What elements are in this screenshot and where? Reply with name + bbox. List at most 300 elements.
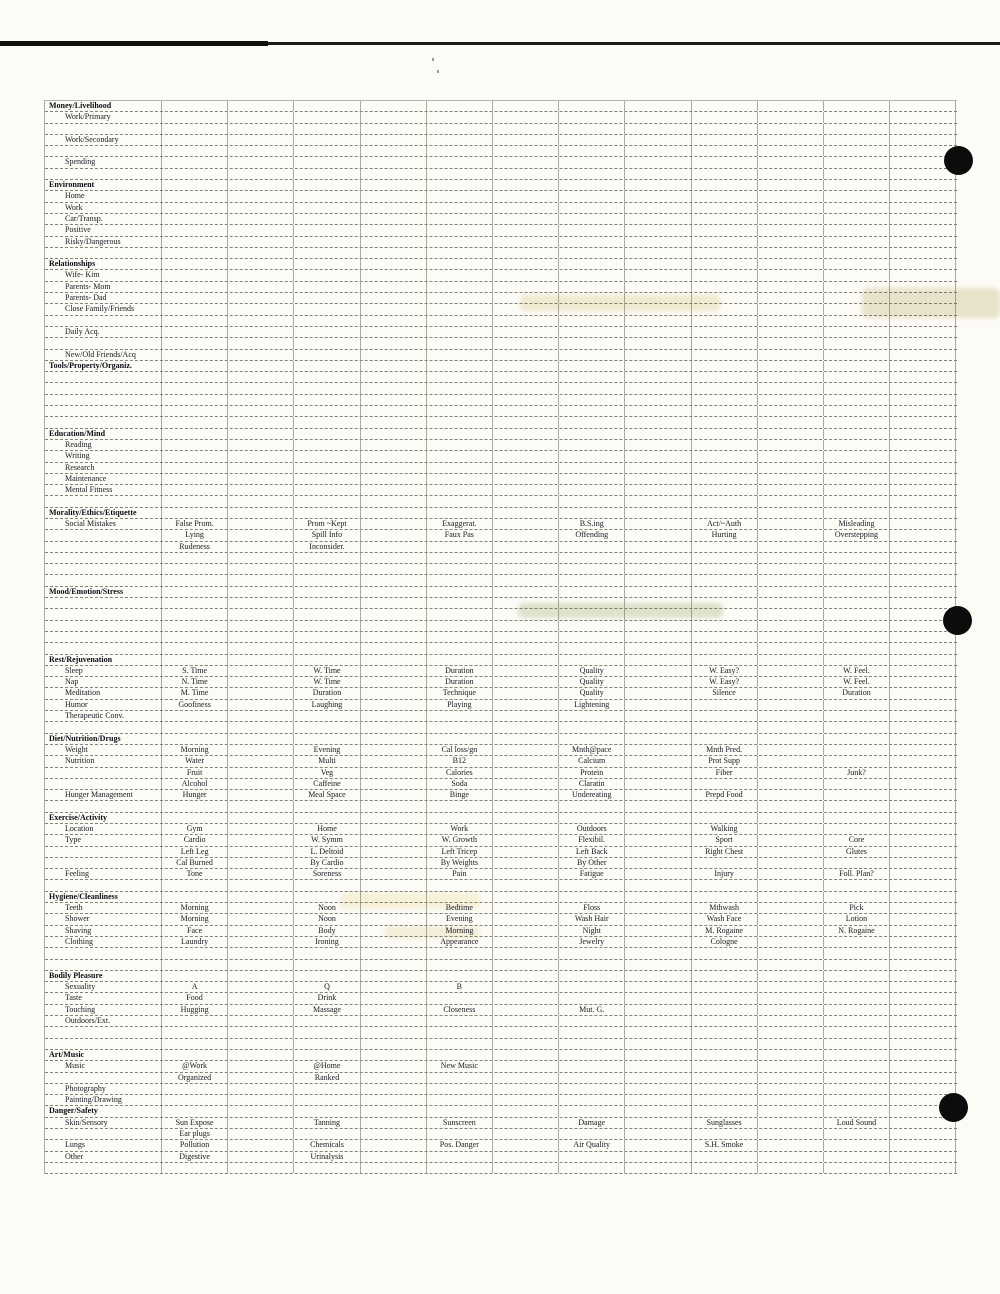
- data-cell: [228, 643, 294, 653]
- data-cell: [228, 451, 294, 461]
- data-cell: [493, 869, 559, 879]
- data-cell: [692, 982, 758, 992]
- data-cell: [692, 146, 758, 156]
- table-row: [45, 677, 957, 688]
- data-cell: [493, 214, 559, 224]
- data-cell: [559, 575, 625, 585]
- data-cell: [625, 180, 691, 190]
- data-cell: [692, 1039, 758, 1049]
- data-cell: [890, 327, 956, 337]
- data-cell: [361, 790, 427, 800]
- data-cell: [493, 282, 559, 292]
- data-cell: [559, 304, 625, 314]
- table-row: [45, 101, 957, 112]
- data-cell: [890, 553, 956, 563]
- table-row: [45, 914, 957, 925]
- data-cell: [625, 937, 691, 947]
- data-cell: [493, 564, 559, 574]
- data-cell: [493, 1073, 559, 1083]
- table-row: [45, 711, 957, 722]
- data-cell: [361, 824, 427, 834]
- data-cell: [427, 395, 493, 405]
- data-cell: [824, 1039, 890, 1049]
- data-cell: [890, 677, 956, 687]
- data-cell: [758, 157, 824, 167]
- data-cell: [162, 485, 228, 495]
- data-cell: L. Deltoid: [294, 847, 360, 857]
- data-cell: [228, 575, 294, 585]
- data-cell: [162, 474, 228, 484]
- data-cell: [625, 621, 691, 631]
- table-row: [45, 971, 957, 982]
- data-cell: [758, 485, 824, 495]
- data-cell: [162, 1050, 228, 1060]
- data-cell: [625, 1027, 691, 1037]
- data-cell: [758, 1118, 824, 1128]
- table-row: [45, 790, 957, 801]
- data-cell: [758, 971, 824, 981]
- data-cell: [890, 282, 956, 292]
- data-cell: [162, 146, 228, 156]
- row-label-cell: [45, 858, 162, 868]
- data-cell: [493, 429, 559, 439]
- table-row: [45, 214, 957, 225]
- data-cell: [692, 587, 758, 597]
- data-cell: [294, 169, 360, 179]
- data-cell: [890, 1005, 956, 1015]
- table-row: [45, 146, 957, 157]
- data-cell: Air Quality: [559, 1140, 625, 1150]
- table-row: [45, 903, 957, 914]
- data-cell: [625, 1118, 691, 1128]
- data-cell: [361, 417, 427, 427]
- data-cell: [294, 1039, 360, 1049]
- data-cell: [228, 496, 294, 506]
- data-cell: Exaggerat.: [427, 519, 493, 529]
- data-cell: [824, 157, 890, 167]
- data-cell: [692, 801, 758, 811]
- data-cell: [625, 575, 691, 585]
- data-cell: [625, 338, 691, 348]
- data-cell: [493, 338, 559, 348]
- data-cell: N. Rogaine: [824, 926, 890, 936]
- data-cell: [427, 564, 493, 574]
- data-cell: Q: [294, 982, 360, 992]
- data-cell: [692, 598, 758, 608]
- data-cell: [427, 1073, 493, 1083]
- data-cell: [559, 587, 625, 597]
- data-cell: Inconsider.: [294, 542, 360, 552]
- data-cell: [361, 1118, 427, 1128]
- data-cell: [361, 553, 427, 563]
- data-cell: [294, 463, 360, 473]
- data-cell: [493, 327, 559, 337]
- data-cell: Act/~Auth: [692, 519, 758, 529]
- data-cell: [824, 1140, 890, 1150]
- data-cell: [559, 463, 625, 473]
- data-cell: [361, 869, 427, 879]
- data-cell: [361, 542, 427, 552]
- data-cell: [625, 157, 691, 167]
- data-cell: [228, 948, 294, 958]
- data-cell: [890, 632, 956, 642]
- data-cell: [758, 993, 824, 1003]
- row-label-cell: [45, 598, 162, 608]
- data-cell: [758, 293, 824, 303]
- data-cell: [294, 553, 360, 563]
- data-cell: [427, 496, 493, 506]
- data-cell: [294, 1084, 360, 1094]
- data-cell: [559, 259, 625, 269]
- data-cell: [361, 248, 427, 258]
- data-cell: [162, 1016, 228, 1026]
- data-cell: [228, 553, 294, 563]
- data-cell: [361, 180, 427, 190]
- data-cell: [493, 270, 559, 280]
- data-cell: [162, 801, 228, 811]
- data-cell: [228, 395, 294, 405]
- table-row: [45, 575, 957, 586]
- table-row: [45, 124, 957, 135]
- data-cell: [692, 169, 758, 179]
- data-cell: [493, 1140, 559, 1150]
- data-cell: [294, 383, 360, 393]
- data-cell: [625, 112, 691, 122]
- data-cell: [890, 937, 956, 947]
- row-label-cell: Positive: [45, 225, 162, 235]
- data-cell: [427, 880, 493, 890]
- data-cell: [824, 508, 890, 518]
- data-cell: [361, 1084, 427, 1094]
- data-cell: [228, 361, 294, 371]
- data-cell: [427, 948, 493, 958]
- data-cell: [294, 643, 360, 653]
- table-row: [45, 779, 957, 790]
- table-row: [45, 327, 957, 338]
- data-cell: [361, 1140, 427, 1150]
- data-cell: Organized: [162, 1073, 228, 1083]
- row-label-cell: Outdoors/Ext.: [45, 1016, 162, 1026]
- data-cell: [493, 259, 559, 269]
- data-cell: [890, 587, 956, 597]
- data-cell: [493, 180, 559, 190]
- data-cell: [890, 101, 956, 111]
- data-cell: [625, 327, 691, 337]
- data-cell: [228, 1005, 294, 1015]
- section-header-cell: Tools/Property/Organiz.: [45, 361, 162, 371]
- data-cell: [162, 248, 228, 258]
- table-row: [45, 745, 957, 756]
- data-cell: W. Feel.: [824, 666, 890, 676]
- data-cell: [228, 474, 294, 484]
- data-cell: Massage: [294, 1005, 360, 1015]
- data-cell: [162, 575, 228, 585]
- data-cell: Offending: [559, 530, 625, 540]
- data-cell: Tone: [162, 869, 228, 879]
- data-cell: [559, 655, 625, 665]
- data-cell: [625, 982, 691, 992]
- data-cell: [228, 169, 294, 179]
- section-header-cell: Art/Music: [45, 1050, 162, 1060]
- data-cell: [361, 587, 427, 597]
- data-cell: [625, 1152, 691, 1162]
- data-cell: Lying: [162, 530, 228, 540]
- data-cell: [361, 508, 427, 518]
- table-row: [45, 564, 957, 575]
- data-cell: [361, 835, 427, 845]
- data-cell: [758, 948, 824, 958]
- data-cell: [162, 203, 228, 213]
- table-row: [45, 700, 957, 711]
- data-cell: Floss: [559, 903, 625, 913]
- data-cell: [493, 1163, 559, 1173]
- data-cell: [294, 801, 360, 811]
- data-cell: [625, 790, 691, 800]
- table-row: [45, 688, 957, 699]
- data-cell: [758, 338, 824, 348]
- data-cell: [559, 440, 625, 450]
- data-cell: [625, 350, 691, 360]
- data-cell: Night: [559, 926, 625, 936]
- data-cell: [758, 530, 824, 540]
- data-cell: Damage: [559, 1118, 625, 1128]
- data-cell: [692, 463, 758, 473]
- data-cell: [228, 542, 294, 552]
- row-label-cell: Shower: [45, 914, 162, 924]
- data-cell: [493, 835, 559, 845]
- data-cell: [758, 451, 824, 461]
- data-cell: [427, 270, 493, 280]
- data-cell: [758, 1095, 824, 1105]
- data-cell: [625, 248, 691, 258]
- data-cell: [228, 621, 294, 631]
- data-cell: [361, 214, 427, 224]
- data-cell: Pos. Danger: [427, 1140, 493, 1150]
- data-cell: [692, 496, 758, 506]
- data-cell: [625, 768, 691, 778]
- data-cell: Overstepping: [824, 530, 890, 540]
- data-cell: [758, 575, 824, 585]
- data-cell: [625, 1140, 691, 1150]
- data-cell: Morning: [427, 926, 493, 936]
- data-cell: [493, 768, 559, 778]
- row-label-cell: [45, 1039, 162, 1049]
- data-cell: [294, 429, 360, 439]
- data-cell: [294, 1016, 360, 1026]
- data-cell: Duration: [427, 677, 493, 687]
- data-cell: [890, 643, 956, 653]
- data-cell: Duration: [824, 688, 890, 698]
- row-label-cell: Skin/Sensory: [45, 1118, 162, 1128]
- data-cell: [559, 1027, 625, 1037]
- data-cell: [228, 688, 294, 698]
- data-cell: [692, 1095, 758, 1105]
- data-cell: [361, 575, 427, 585]
- data-cell: [824, 327, 890, 337]
- data-cell: [427, 203, 493, 213]
- data-cell: [493, 734, 559, 744]
- data-cell: [228, 711, 294, 721]
- data-cell: [890, 485, 956, 495]
- data-cell: By Other: [559, 858, 625, 868]
- data-cell: [890, 338, 956, 348]
- data-cell: [625, 1073, 691, 1083]
- data-cell: [758, 1005, 824, 1015]
- data-cell: [427, 112, 493, 122]
- data-cell: [493, 237, 559, 247]
- data-cell: [228, 248, 294, 258]
- data-cell: [625, 869, 691, 879]
- data-cell: [493, 824, 559, 834]
- data-cell: [559, 417, 625, 427]
- data-cell: [427, 237, 493, 247]
- data-cell: [493, 304, 559, 314]
- data-cell: [361, 700, 427, 710]
- table-row: [45, 191, 957, 202]
- data-cell: [228, 463, 294, 473]
- data-cell: [162, 1084, 228, 1094]
- data-cell: [758, 824, 824, 834]
- data-cell: [162, 632, 228, 642]
- data-cell: [824, 135, 890, 145]
- row-label-cell: Sexuality: [45, 982, 162, 992]
- data-cell: [890, 383, 956, 393]
- data-cell: Outdoors: [559, 824, 625, 834]
- data-cell: [758, 101, 824, 111]
- row-label-cell: Lungs: [45, 1140, 162, 1150]
- data-cell: [294, 406, 360, 416]
- data-cell: [228, 666, 294, 676]
- table-row: [45, 530, 957, 541]
- data-cell: [692, 293, 758, 303]
- data-cell: [692, 1106, 758, 1116]
- data-cell: [692, 948, 758, 958]
- data-cell: [692, 1005, 758, 1015]
- data-cell: [824, 700, 890, 710]
- table-row: [45, 1027, 957, 1038]
- data-cell: [758, 383, 824, 393]
- data-cell: [228, 587, 294, 597]
- data-cell: [824, 316, 890, 326]
- data-cell: [427, 722, 493, 732]
- data-cell: [625, 700, 691, 710]
- data-cell: [228, 564, 294, 574]
- data-cell: [493, 508, 559, 518]
- table-row: [45, 960, 957, 971]
- table-row: [45, 835, 957, 846]
- data-cell: Food: [162, 993, 228, 1003]
- data-cell: [692, 112, 758, 122]
- section-header-cell: Hygiene/Cleanliness: [45, 892, 162, 902]
- data-cell: [493, 1095, 559, 1105]
- data-cell: [559, 180, 625, 190]
- table-row: [45, 756, 957, 767]
- data-cell: [427, 1027, 493, 1037]
- table-row: [45, 282, 957, 293]
- data-cell: [493, 688, 559, 698]
- data-cell: [361, 948, 427, 958]
- data-cell: [625, 406, 691, 416]
- data-cell: [758, 790, 824, 800]
- data-cell: [427, 214, 493, 224]
- data-cell: [162, 598, 228, 608]
- data-cell: [758, 327, 824, 337]
- data-cell: [427, 316, 493, 326]
- data-cell: [427, 485, 493, 495]
- data-cell: [493, 383, 559, 393]
- data-cell: [625, 474, 691, 484]
- row-label-cell: Parents- Mom: [45, 282, 162, 292]
- data-cell: [294, 203, 360, 213]
- data-cell: Jewelry: [559, 937, 625, 947]
- data-cell: [890, 496, 956, 506]
- data-cell: [625, 361, 691, 371]
- data-cell: [427, 157, 493, 167]
- data-cell: Cologne: [692, 937, 758, 947]
- data-cell: [824, 180, 890, 190]
- data-cell: [427, 429, 493, 439]
- data-cell: [493, 756, 559, 766]
- data-cell: [228, 1061, 294, 1071]
- data-cell: [890, 575, 956, 585]
- data-cell: [559, 327, 625, 337]
- data-cell: [824, 496, 890, 506]
- row-label-cell: Close Family/Friends: [45, 304, 162, 314]
- data-cell: [361, 440, 427, 450]
- hole-punch-mark: [944, 146, 973, 175]
- data-cell: [493, 350, 559, 360]
- table-row: [45, 474, 957, 485]
- data-cell: [162, 429, 228, 439]
- data-cell: [692, 655, 758, 665]
- table-row: [45, 1050, 957, 1061]
- data-cell: Digestive: [162, 1152, 228, 1162]
- data-cell: Ironing: [294, 937, 360, 947]
- data-cell: [890, 270, 956, 280]
- data-cell: [890, 191, 956, 201]
- row-label-cell: [45, 417, 162, 427]
- data-cell: [890, 542, 956, 552]
- data-cell: [361, 112, 427, 122]
- data-cell: [228, 1027, 294, 1037]
- data-cell: [427, 248, 493, 258]
- data-cell: [294, 948, 360, 958]
- data-cell: [493, 519, 559, 529]
- data-cell: [294, 892, 360, 902]
- data-cell: Hugging: [162, 1005, 228, 1015]
- data-cell: [361, 756, 427, 766]
- data-cell: [890, 451, 956, 461]
- data-cell: False Prom.: [162, 519, 228, 529]
- data-cell: [559, 1073, 625, 1083]
- data-cell: [625, 508, 691, 518]
- data-cell: Laughing: [294, 700, 360, 710]
- data-cell: [162, 463, 228, 473]
- data-cell: [692, 191, 758, 201]
- data-cell: [162, 293, 228, 303]
- data-cell: [625, 587, 691, 597]
- data-cell: Walking: [692, 824, 758, 834]
- data-cell: [493, 191, 559, 201]
- data-cell: [294, 417, 360, 427]
- data-cell: [625, 1005, 691, 1015]
- row-label-cell: Work/Secondary: [45, 135, 162, 145]
- data-cell: [559, 406, 625, 416]
- table-row: [45, 293, 957, 304]
- data-cell: [162, 508, 228, 518]
- data-cell: [427, 361, 493, 371]
- data-cell: [427, 1129, 493, 1139]
